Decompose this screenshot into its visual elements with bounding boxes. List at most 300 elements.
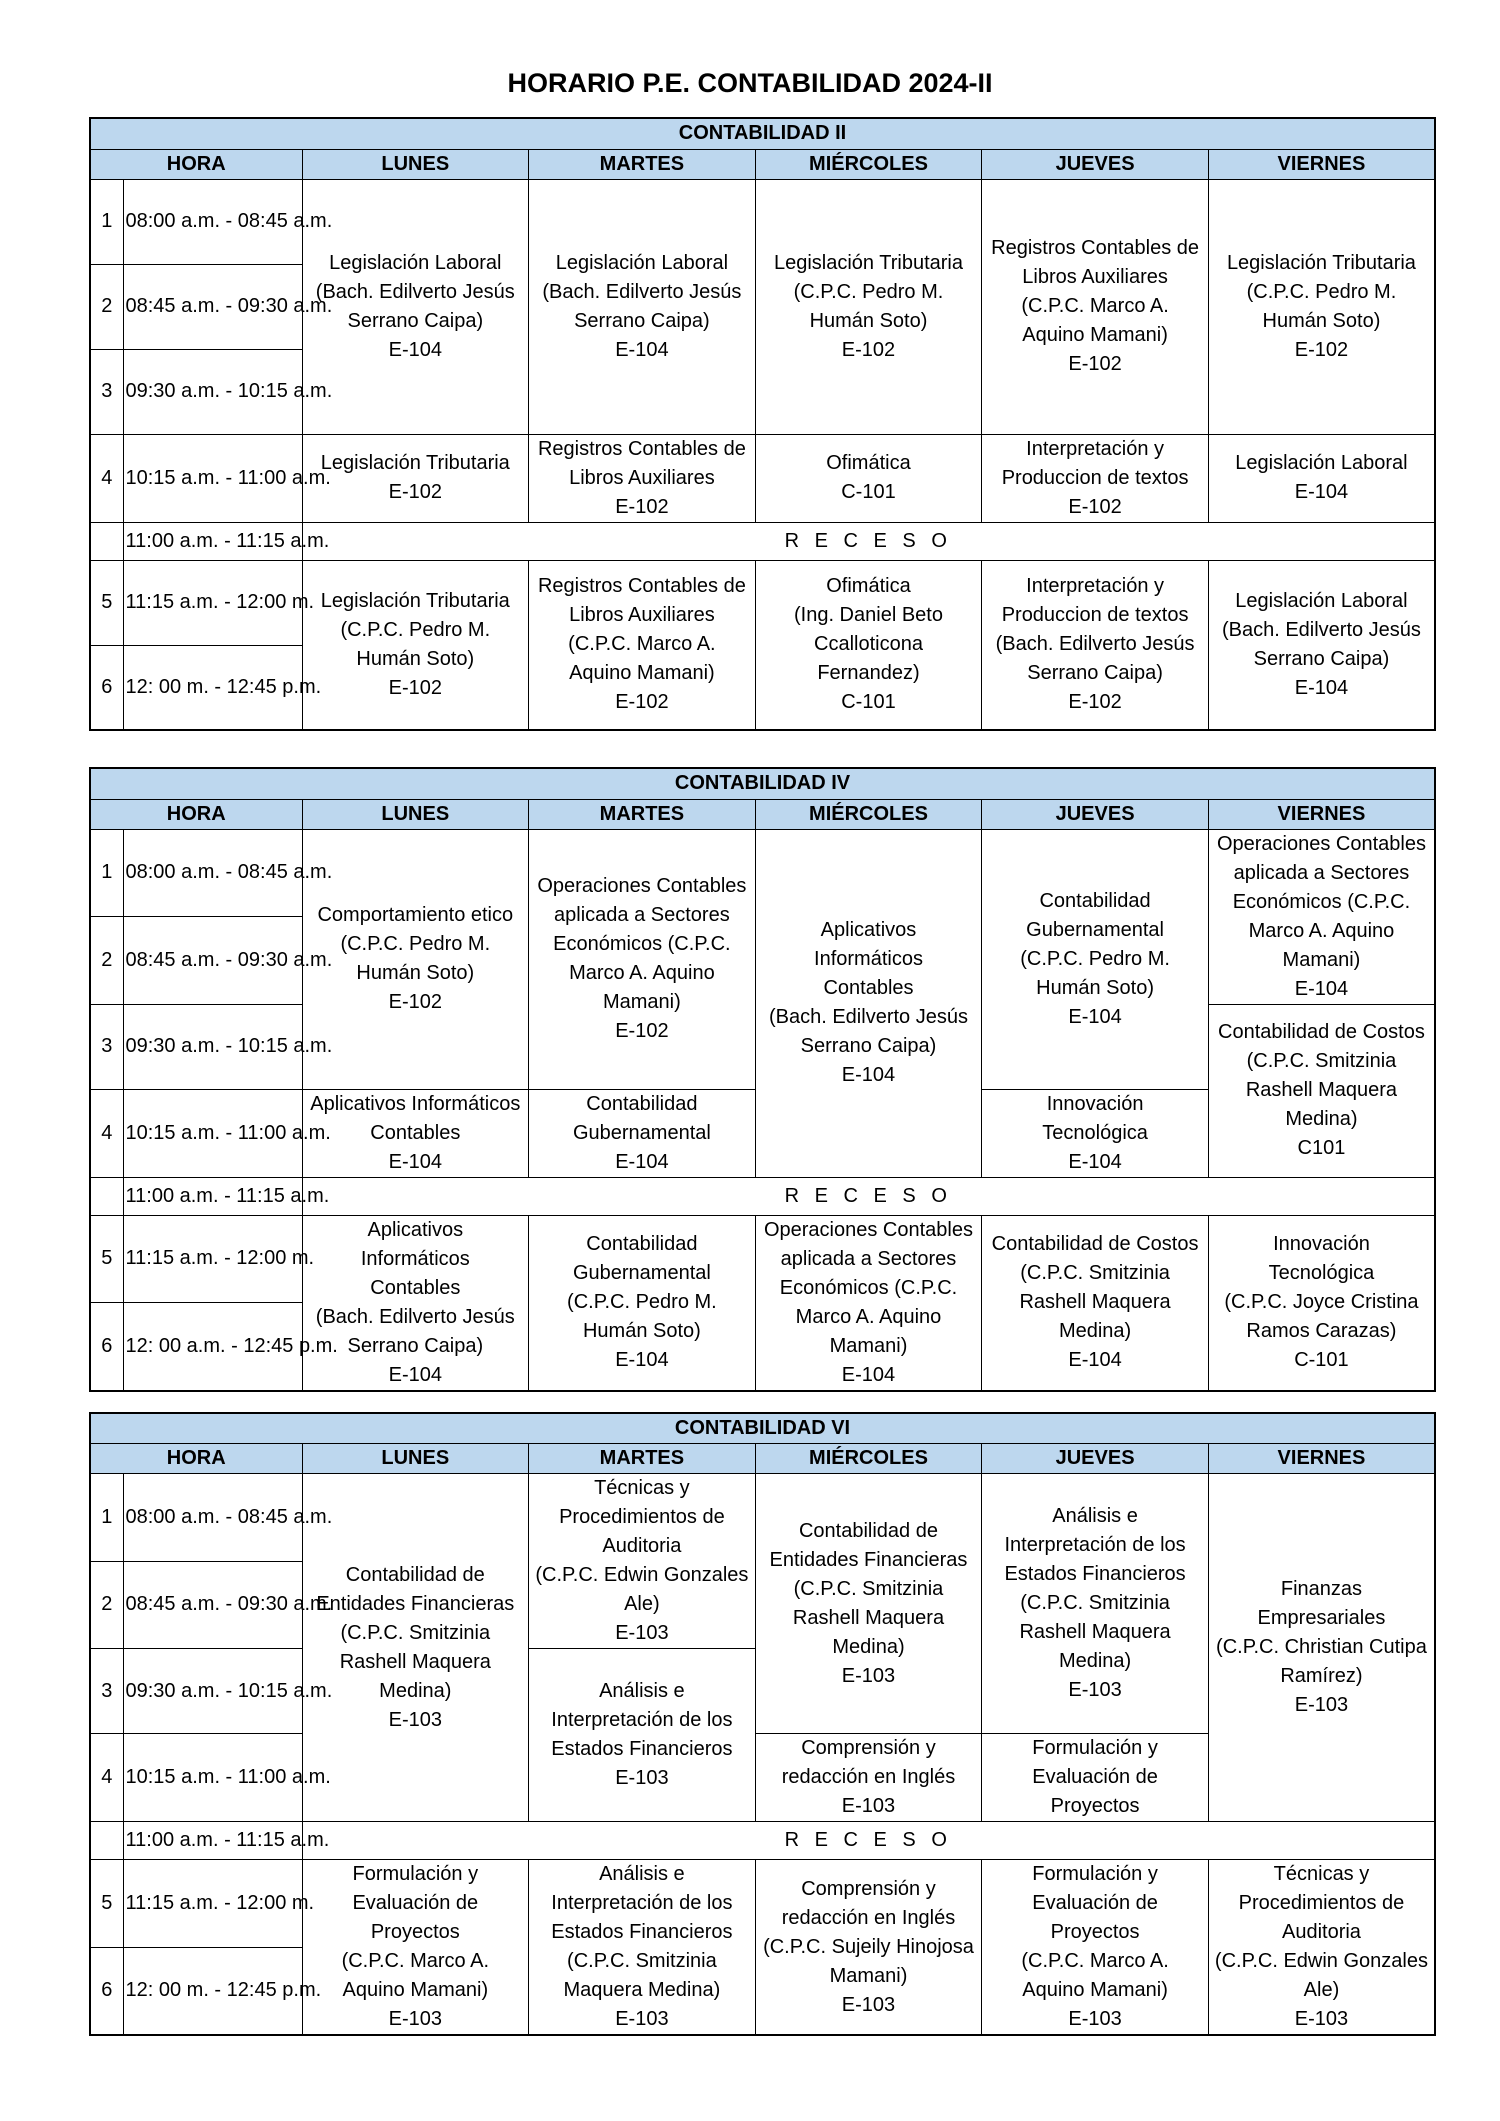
course-line: Contabilidad de (798, 1519, 938, 1542)
slot-time-text: 11:00 a.m. - 11:15 a.m. (125, 1184, 330, 1207)
course-line: Gubernamental (1026, 918, 1165, 941)
header-day: MIÉRCOLES (755, 149, 982, 179)
course-line: Aplicativos (820, 919, 917, 941)
course-line: Evaluación de (1032, 1766, 1158, 1788)
slot-number: 6 (90, 1947, 123, 2035)
document-title: HORARIO P.E. CONTABILIDAD 2024-II (507, 68, 993, 98)
course-line: E-103 (841, 1795, 896, 1817)
course-line: Produccion de textos (1001, 604, 1189, 627)
slot-time (123, 1215, 315, 1303)
course-line: Ramírez) (1280, 1665, 1363, 1687)
course-line: Análisis e (1052, 1505, 1138, 1527)
header-day: LUNES (302, 799, 529, 829)
slot-number: 1 (90, 829, 123, 917)
course-cell (529, 1474, 756, 1649)
course-line: Rashell Maquera (1019, 1291, 1171, 1313)
slot-number: 2 (90, 917, 123, 1005)
course-line: (C.P.C. Pedro M. (340, 618, 491, 641)
course-line: Proyectos (370, 1921, 460, 1943)
course-line: Aquino Mamani) (1022, 324, 1168, 346)
course-line: Marco A. Aquino (1248, 919, 1395, 942)
course-line: Medina) (1285, 1108, 1358, 1130)
slot-time-text: 10:15 a.m. - 11:00 a.m. (125, 466, 331, 489)
course-line: E-103 (388, 1708, 442, 1731)
course-line: (C.P.C. Smitzinia (567, 1950, 717, 1972)
course-line: Rashell Maquera (339, 1650, 491, 1673)
header-day: VIERNES (1208, 149, 1435, 179)
course-line: Registros Contables de (991, 237, 1200, 259)
course-line: Contables (823, 977, 914, 999)
slot-time (123, 349, 333, 434)
course-line: Legislación Laboral (555, 251, 729, 274)
course-line: Informáticos (360, 1247, 470, 1270)
slot-time (123, 1474, 333, 1562)
header-hora: HORA (90, 149, 302, 179)
course-line: Evaluación de (352, 1892, 479, 1914)
course-line: C101 (1297, 1137, 1346, 1159)
course-cell (982, 434, 1209, 522)
course-line: Serrano Caipa) (800, 1035, 937, 1057)
course-line: Legislación Tributaria (773, 251, 963, 274)
course-line: Medina) (832, 1635, 905, 1658)
break-row (90, 1177, 1435, 1215)
course-cell (982, 1215, 1209, 1391)
course-cell (755, 179, 982, 434)
course-line: Comportamiento etico (317, 904, 514, 926)
course-line: E-104 (615, 338, 669, 361)
course-cell (982, 179, 1209, 434)
slot-time-text: 11:00 a.m. - 11:15 a.m. (125, 1829, 330, 1851)
course-line: (C.P.C. Smitzinia (793, 1577, 944, 1600)
course-line: Formulación y (1032, 1863, 1158, 1885)
course-line: E-104 (1294, 977, 1349, 1000)
slot-time (123, 522, 330, 560)
course-line: E-103 (615, 1622, 669, 1644)
course-line: (C.P.C. Smitzinia (340, 1621, 491, 1644)
header-day: LUNES (302, 149, 529, 179)
course-line: Comprensión y (801, 1737, 936, 1759)
slot-time-text: 08:00 a.m. - 08:45 a.m. (125, 861, 333, 884)
course-line: Tecnológica (1268, 1262, 1375, 1284)
course-line: Interpretación de los (551, 1892, 733, 1914)
course-line: Humán Soto) (1262, 309, 1381, 332)
header-day: VIERNES (1208, 799, 1435, 829)
slot-number (90, 1177, 123, 1215)
slot-time (123, 1947, 322, 2035)
course-line: E-102 (1294, 338, 1349, 361)
course-line: redacción en Inglés (781, 1906, 956, 1929)
course-line: (C.P.C. Smitzinia (1246, 1050, 1397, 1072)
course-line: Operaciones Contables (1216, 832, 1426, 855)
slot-time-text: 10:15 a.m. - 11:00 a.m. (125, 1766, 331, 1788)
course-line: (C.P.C. Marco A. (1021, 295, 1169, 317)
course-line: E-102 (841, 338, 896, 361)
course-line: C-101 (1294, 1349, 1349, 1371)
course-line: (Bach. Edilverto Jesús (542, 280, 742, 303)
course-cell (755, 1734, 982, 1822)
schedule-table-contabilidad-ii (89, 117, 1436, 731)
slot-time (123, 1089, 331, 1177)
course-line: Tecnológica (1042, 1121, 1148, 1144)
receso-label: R E C E S O (302, 1177, 1435, 1215)
course-line: Aquino Mamani) (1022, 1979, 1168, 2001)
course-line: Contabilidad de Costos (991, 1233, 1199, 1255)
slot-time (123, 1822, 330, 1860)
course-cell (755, 434, 982, 522)
slot-time (123, 179, 333, 264)
course-line: Legislación Laboral (329, 251, 502, 274)
course-line: Serrano Caipa) (347, 1334, 484, 1357)
course-line: Ramos Carazas) (1246, 1320, 1397, 1342)
slot-number: 5 (90, 1215, 123, 1303)
course-line: Rashell Maquera (1245, 1079, 1398, 1101)
slot-time (123, 1649, 333, 1734)
slot-number: 3 (90, 1649, 123, 1734)
course-line: E-104 (1294, 676, 1349, 699)
course-line: Contabilidad (1039, 889, 1151, 912)
course-cell (1208, 1860, 1435, 2036)
course-line: E-102 (388, 481, 442, 503)
course-cell (529, 829, 756, 1089)
course-cell (529, 1089, 756, 1177)
course-line: Proyectos (1050, 1921, 1140, 1943)
course-line: Análisis e (599, 1680, 685, 1702)
slot-time-text: 12: 00 m. - 12:45 p.m. (125, 1979, 322, 2002)
course-line: Medina) (379, 1679, 452, 1702)
course-line: (C.P.C. Sujeily Hinojosa (763, 1935, 974, 1958)
course-line: E-102 (1068, 353, 1122, 375)
course-line: Empresariales (1257, 1607, 1386, 1629)
section-title: CONTABILIDAD IV (90, 768, 1435, 799)
course-line: Humán Soto) (809, 309, 928, 332)
course-line: Legislación Tributaria (320, 589, 510, 612)
course-line: Produccion de textos (1001, 466, 1189, 489)
course-line: E-103 (388, 2008, 442, 2030)
course-line: Operaciones Contables (763, 1218, 973, 1241)
course-line: Aquino Mamani) (569, 662, 715, 685)
course-line: E-104 (388, 338, 442, 361)
course-line: (Bach. Edilverto Jesús (995, 633, 1195, 656)
course-cell (302, 1860, 529, 2036)
course-line: Gubernamental (572, 1262, 711, 1284)
course-cell (529, 434, 756, 522)
course-line: E-102 (615, 495, 669, 518)
receso-label: R E C E S O (302, 522, 1435, 560)
course-line: Entidades Financieras (769, 1548, 968, 1571)
course-line: Registros Contables de (537, 437, 746, 460)
course-line: (Bach. Edilverto Jesús (315, 1305, 515, 1328)
course-line: aplicada a Sectores (780, 1247, 957, 1270)
course-line: Libros Auxiliares (1022, 266, 1168, 288)
course-cell (755, 1215, 982, 1391)
course-line: Estados Financieros (551, 1738, 733, 1760)
course-line: Rashell Maquera (792, 1606, 945, 1629)
course-line: Innovación (1273, 1233, 1370, 1255)
course-cell (529, 1649, 756, 1822)
course-line: aplicada a Sectores (1233, 861, 1410, 884)
course-line: Humán Soto) (582, 1320, 701, 1342)
course-cell (1208, 560, 1435, 730)
slot-number: 3 (90, 1004, 123, 1089)
course-cell (302, 179, 529, 434)
slot-number (90, 1822, 123, 1860)
course-cell (302, 434, 529, 522)
course-line: (C.P.C. Marco A. (568, 633, 716, 656)
course-line: Económicos (C.P.C. (779, 1276, 958, 1299)
course-line: Maquera Medina) (563, 1979, 721, 2001)
course-line: (Ing. Daniel Beto (793, 604, 943, 627)
course-line: Interpretación de los (551, 1709, 733, 1731)
course-line: E-103 (1068, 1679, 1122, 1701)
course-line: Técnicas y (594, 1477, 690, 1499)
course-line: (Bach. Edilverto Jesús (1221, 618, 1421, 641)
course-cell (755, 1474, 982, 1734)
slot-number: 2 (90, 264, 123, 349)
slot-number: 1 (90, 1474, 123, 1562)
course-cell (302, 1089, 529, 1177)
header-day: JUEVES (982, 1444, 1209, 1474)
course-line: Análisis e (599, 1863, 685, 1885)
course-line: E-102 (388, 991, 442, 1013)
course-line: Legislación Laboral (1235, 452, 1408, 474)
course-line: Auditoria (1281, 1921, 1361, 1943)
slot-time-text: 11:15 a.m. - 12:00 m. (125, 591, 315, 613)
course-line: E-104 (388, 1150, 442, 1173)
slot-time (123, 1303, 338, 1391)
course-line: Serrano Caipa) (574, 309, 710, 332)
course-line: E-103 (1294, 1694, 1349, 1716)
course-line: Medina) (1058, 1320, 1132, 1342)
header-day: MIÉRCOLES (755, 799, 982, 829)
course-line: E-102 (388, 676, 442, 699)
course-line: Procedimientos de (559, 1506, 725, 1528)
course-line: Contabilidad de (345, 1563, 485, 1586)
course-line: redacción en Inglés (781, 1766, 956, 1788)
slot-time-text: 10:15 a.m. - 11:00 a.m. (125, 1121, 331, 1144)
slot-number: 2 (90, 1561, 123, 1649)
header-day: JUEVES (982, 149, 1209, 179)
header-day: MIÉRCOLES (755, 1444, 982, 1474)
slot-time (123, 1734, 331, 1822)
course-line: Informáticos (814, 948, 923, 970)
course-line: Marco A. Aquino (795, 1305, 942, 1328)
course-line: Marco A. Aquino (569, 962, 715, 984)
course-cell (529, 560, 756, 730)
slot-time-text: 08:45 a.m. - 09:30 a.m. (125, 295, 333, 317)
course-line: (C.P.C. Edwin Gonzales (1214, 1950, 1428, 1972)
course-line: Interpretación y (1026, 437, 1164, 460)
header-day: LUNES (302, 1444, 529, 1474)
slot-number: 6 (90, 1303, 123, 1391)
course-cell (1208, 434, 1435, 522)
slot-number (90, 522, 123, 560)
slot-time (123, 1561, 333, 1649)
course-line: Formulación y (352, 1863, 479, 1885)
slot-number: 1 (90, 179, 123, 264)
course-cell (529, 1215, 756, 1391)
course-line: Aplicativos (367, 1218, 464, 1241)
slot-time (123, 264, 333, 349)
slot-number: 4 (90, 434, 123, 522)
slot-number: 5 (90, 560, 123, 645)
course-line: Medina) (1058, 1650, 1132, 1672)
schedule-table-contabilidad-iv (89, 767, 1436, 1392)
course-line: (Bach. Edilverto Jesús (315, 280, 515, 303)
course-line: E-103 (841, 1664, 896, 1687)
slot-time (123, 434, 331, 522)
course-line: Serrano Caipa) (347, 309, 484, 332)
slot-time-text: 12: 00 m. - 12:45 p.m. (125, 675, 322, 698)
course-line: E-102 (615, 1020, 669, 1042)
course-line: Comprensión y (801, 1877, 936, 1900)
course-line: Libros Auxiliares (569, 466, 715, 489)
course-cell (982, 1474, 1209, 1734)
course-line: Operaciones Contables (537, 875, 747, 897)
time-slot-row (90, 1474, 1435, 1562)
slot-time-text: 09:30 a.m. - 10:15 a.m. (125, 1679, 333, 1702)
slot-time (123, 560, 315, 645)
course-line: Fernandez) (817, 662, 920, 685)
course-cell (302, 829, 529, 1089)
course-line: aplicada a Sectores (554, 904, 730, 926)
header-day: JUEVES (982, 799, 1209, 829)
course-line: Ale) (624, 1593, 660, 1615)
section-title: CONTABILIDAD II (90, 118, 1435, 149)
course-line: Económicos (C.P.C. (1232, 890, 1411, 913)
course-line: (C.P.C. Joyce Cristina (1224, 1291, 1419, 1313)
receso-label: R E C E S O (302, 1822, 1435, 1860)
course-line: E-104 (1294, 481, 1349, 503)
course-line: Legislación Tributaria (1226, 251, 1416, 274)
course-line: E-102 (615, 691, 669, 714)
slot-time-text: 09:30 a.m. - 10:15 a.m. (125, 1035, 333, 1057)
course-line: Humán Soto) (356, 647, 475, 670)
course-line: (C.P.C. Smitzinia (1020, 1592, 1170, 1614)
slot-time-text: 08:00 a.m. - 08:45 a.m. (125, 210, 333, 232)
slot-time-text: 11:15 a.m. - 12:00 m. (125, 1891, 315, 1914)
schedule-table-contabilidad-vi (89, 1412, 1436, 2036)
course-line: Mamani) (1282, 948, 1361, 971)
course-line: Contables (370, 1276, 461, 1299)
course-line: (C.P.C. Marco A. (341, 1950, 490, 1972)
course-cell (982, 1089, 1209, 1177)
slot-number: 5 (90, 1860, 123, 1948)
time-slot-row (90, 829, 1435, 917)
course-line: Aquino Mamani) (342, 1979, 489, 2001)
time-slot-row (90, 560, 1435, 645)
course-line: Procedimientos de (1238, 1892, 1405, 1914)
slot-time-text: 11:15 a.m. - 12:00 m. (125, 1247, 315, 1270)
course-line: Contabilidad de Costos (1218, 1021, 1425, 1043)
course-line: E-104 (1068, 1150, 1122, 1173)
slot-time (123, 1004, 333, 1089)
course-line: Legislación Laboral (1235, 589, 1408, 612)
course-line: Auditoria (602, 1535, 682, 1557)
slot-time (123, 917, 333, 1005)
course-line: Serrano Caipa) (1027, 662, 1163, 685)
course-line: E-104 (1068, 1005, 1122, 1028)
course-line: Aplicativos Informáticos (310, 1092, 521, 1115)
course-line: Contabilidad (586, 1092, 698, 1115)
course-line: Innovación (1046, 1092, 1144, 1115)
course-line: Interpretación y (1026, 575, 1164, 598)
time-slot-row (90, 1860, 1435, 1948)
slot-time-text: 09:30 a.m. - 10:15 a.m. (125, 380, 333, 402)
break-row (90, 1822, 1435, 1860)
course-line: (C.P.C. Pedro M. (793, 280, 944, 303)
break-row (90, 522, 1435, 560)
slot-time (123, 645, 322, 730)
course-cell (755, 1860, 982, 2036)
course-line: E-104 (615, 1150, 669, 1173)
course-line: (C.P.C. Edwin Gonzales (535, 1564, 749, 1586)
course-line: E-103 (841, 1993, 896, 2016)
header-hora: HORA (90, 1444, 302, 1474)
course-line: Entidades Financieras (316, 1592, 515, 1615)
course-line: Estados Financieros (1004, 1563, 1186, 1585)
header-day: MARTES (529, 149, 756, 179)
course-line: Legislación Tributaria (320, 452, 510, 474)
header-day: VIERNES (1208, 1444, 1435, 1474)
header-day: MARTES (529, 1444, 756, 1474)
time-slot-row (90, 434, 1435, 522)
course-line: E-103 (615, 2008, 669, 2030)
slot-number: 4 (90, 1734, 123, 1822)
slot-time-text: 12: 00 a.m. - 12:45 p.m. (125, 1334, 338, 1357)
course-line: Humán Soto) (356, 962, 475, 984)
course-line: Mamani) (602, 991, 681, 1013)
course-line: Técnicas y (1273, 1863, 1370, 1885)
course-line: Gubernamental (572, 1121, 711, 1144)
course-cell (302, 1215, 529, 1391)
course-line: E-104 (388, 1363, 442, 1386)
time-slot-row (90, 1215, 1435, 1303)
slot-time-text: 08:45 a.m. - 09:30 a.m. (125, 1593, 333, 1616)
course-line: Formulación y (1032, 1737, 1158, 1759)
course-line: Registros Contables de (537, 575, 746, 598)
course-cell (529, 179, 756, 434)
course-line: Ccalloticona (814, 633, 923, 656)
course-line: Evaluación de (1032, 1892, 1158, 1914)
course-line: E-102 (1068, 691, 1122, 714)
slot-time (123, 1860, 315, 1948)
course-line: Ofimática (826, 452, 911, 474)
course-line: Contabilidad (586, 1233, 698, 1255)
course-line: Económicos (C.P.C. (553, 933, 731, 955)
slot-time-text: 11:00 a.m. - 11:15 a.m. (125, 529, 330, 552)
course-line: E-103 (615, 1767, 669, 1789)
course-line: Libros Auxiliares (569, 604, 715, 627)
course-line: Ale) (1303, 1979, 1340, 2001)
course-line: E-104 (841, 1064, 896, 1086)
course-line: Mamani) (829, 1334, 908, 1357)
course-line: Serrano Caipa) (1253, 647, 1390, 670)
course-line: Mamani) (829, 1964, 908, 1987)
slot-number: 4 (90, 1089, 123, 1177)
course-line: Ofimática (826, 575, 911, 598)
course-line: Estados Financieros (551, 1921, 733, 1943)
course-cell (982, 1734, 1209, 1822)
slot-number: 6 (90, 645, 123, 730)
slot-number: 3 (90, 349, 123, 434)
course-line: E-102 (1068, 495, 1122, 518)
course-cell (1208, 1474, 1435, 1822)
course-line: C-101 (841, 481, 896, 503)
course-line: (C.P.C. Smitzinia (1020, 1262, 1170, 1284)
course-cell (1208, 1004, 1435, 1177)
course-cell (1208, 829, 1435, 1004)
course-line: (C.P.C. Pedro M. (567, 1291, 717, 1313)
